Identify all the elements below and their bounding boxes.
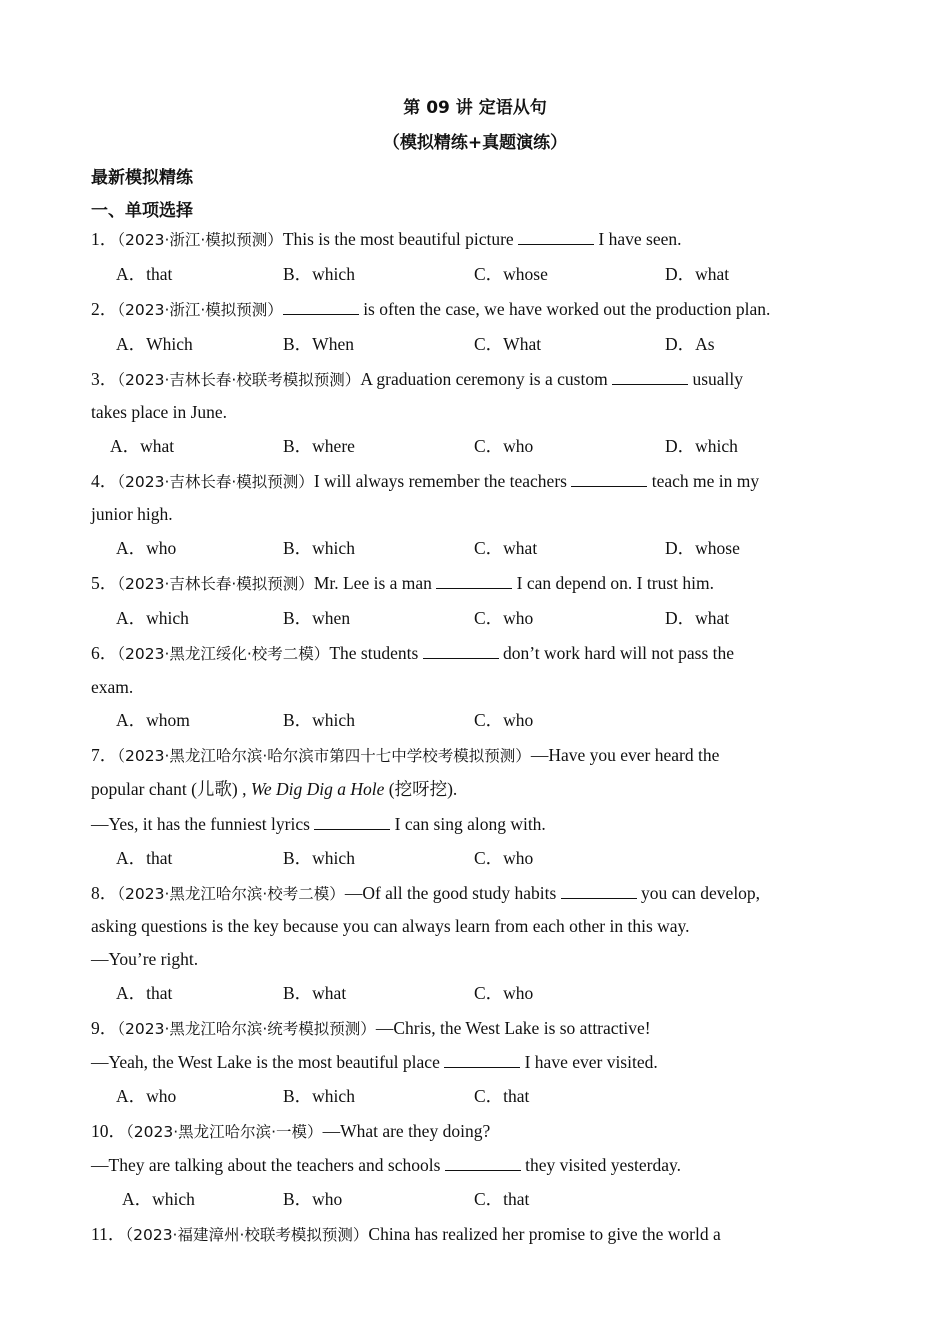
answer-blank [314,815,390,830]
option: B．When [283,334,354,354]
option: D．what [665,264,730,284]
question-1: 1．（2023·浙江·模拟预测）This is the most beautiful picture I have seen. [91,229,682,249]
question-10: 10．（2023·黑龙江哈尔滨·一模）—What are they doing? [91,1121,491,1141]
question-3-continued: takes place in June. [91,402,228,422]
question-11: 11．（2023·福建漳州·校联考模拟预测）China has realized her promise to give the world a [91,1224,721,1244]
question-10-reply: —They are talking about the teachers and schools they visited yesterday. [91,1155,681,1175]
option: B．which [283,538,355,558]
question-2: 2．（2023·浙江·模拟预测） is often the case, we have worked out the production plan. [91,299,771,319]
option: D．which [665,436,738,456]
answer-blank [436,574,512,589]
answer-blank [283,300,359,315]
section-heading: 最新模拟精练 [91,168,193,188]
question-4: 4．（2023·吉林长春·模拟预测）I will always remember the teachers teach me in my [91,471,760,491]
question-9-reply: —Yeah, the West Lake is the most beautiful place I have ever visited. [91,1052,658,1072]
question-8-continued: asking questions is the key because you can always learn from each other in this way. [91,916,690,936]
answer-blank [571,472,647,487]
answer-blank [445,1156,521,1171]
option: A．which [122,1189,195,1209]
option: A．whom [116,710,190,730]
question-7: 7．（2023·黑龙江哈尔滨·哈尔滨市第四十七中学校考模拟预测）—Have you ever heard the [91,745,720,765]
option: A．that [116,848,173,868]
option: B．where [283,436,355,456]
option: B．who [283,1189,343,1209]
question-8-reply: —You’re right. [91,949,199,969]
question-4-continued: junior high. [91,504,173,524]
page-title: 第 09 讲 定语从句 [403,98,547,118]
option: C．whose [474,264,548,284]
option: B．what [283,983,347,1003]
option: A．that [116,264,173,284]
option: C．who [474,983,534,1003]
answer-blank [612,370,688,385]
answer-blank [561,884,637,899]
option: A．which [116,608,189,628]
option: C．who [474,608,534,628]
option: C．who [474,710,534,730]
option: A．that [116,983,173,1003]
question-6-continued: exam. [91,677,134,697]
answer-blank [444,1053,520,1068]
option: C．who [474,848,534,868]
option: D．whose [665,538,740,558]
option: C．what [474,538,538,558]
option: D．what [665,608,730,628]
option: C．What [474,334,542,354]
option: A．what [110,436,175,456]
question-8: 8．（2023·黑龙江哈尔滨·校考二模）—Of all the good study habits you can develop, [91,883,761,903]
option: B．which [283,264,355,284]
option: B．which [283,1086,355,1106]
answer-blank [423,644,499,659]
question-6: 6．（2023·黑龙江绥化·校考二模）The students don’t work hard will not pass the [91,643,735,663]
option: C．who [474,436,534,456]
part-heading: 一、单项选择 [91,201,193,221]
option: B．when [283,608,351,628]
option: C．that [474,1189,530,1209]
question-7-continued: popular chant (儿歌) , We Dig Dig a Hole (挖呀挖). [91,779,458,799]
option: D．As [665,334,715,354]
page-subtitle: （模拟精练+真题演练） [382,133,568,153]
option: A．Which [116,334,193,354]
question-9: 9．（2023·黑龙江哈尔滨·统考模拟预测）—Chris, the West Lake is so attractive! [91,1018,651,1038]
question-7-reply: —Yes, it has the funniest lyrics I can sing along with. [91,814,546,834]
option: A．who [116,1086,177,1106]
question-3: 3．（2023·吉林长春·校联考模拟预测）A graduation ceremony is a custom usually [91,369,743,389]
option: B．which [283,848,355,868]
question-5: 5．（2023·吉林长春·模拟预测）Mr. Lee is a man I can depend on. I trust him. [91,573,714,593]
option: B．which [283,710,355,730]
answer-blank [518,230,594,245]
option: C．that [474,1086,530,1106]
option: A．who [116,538,177,558]
